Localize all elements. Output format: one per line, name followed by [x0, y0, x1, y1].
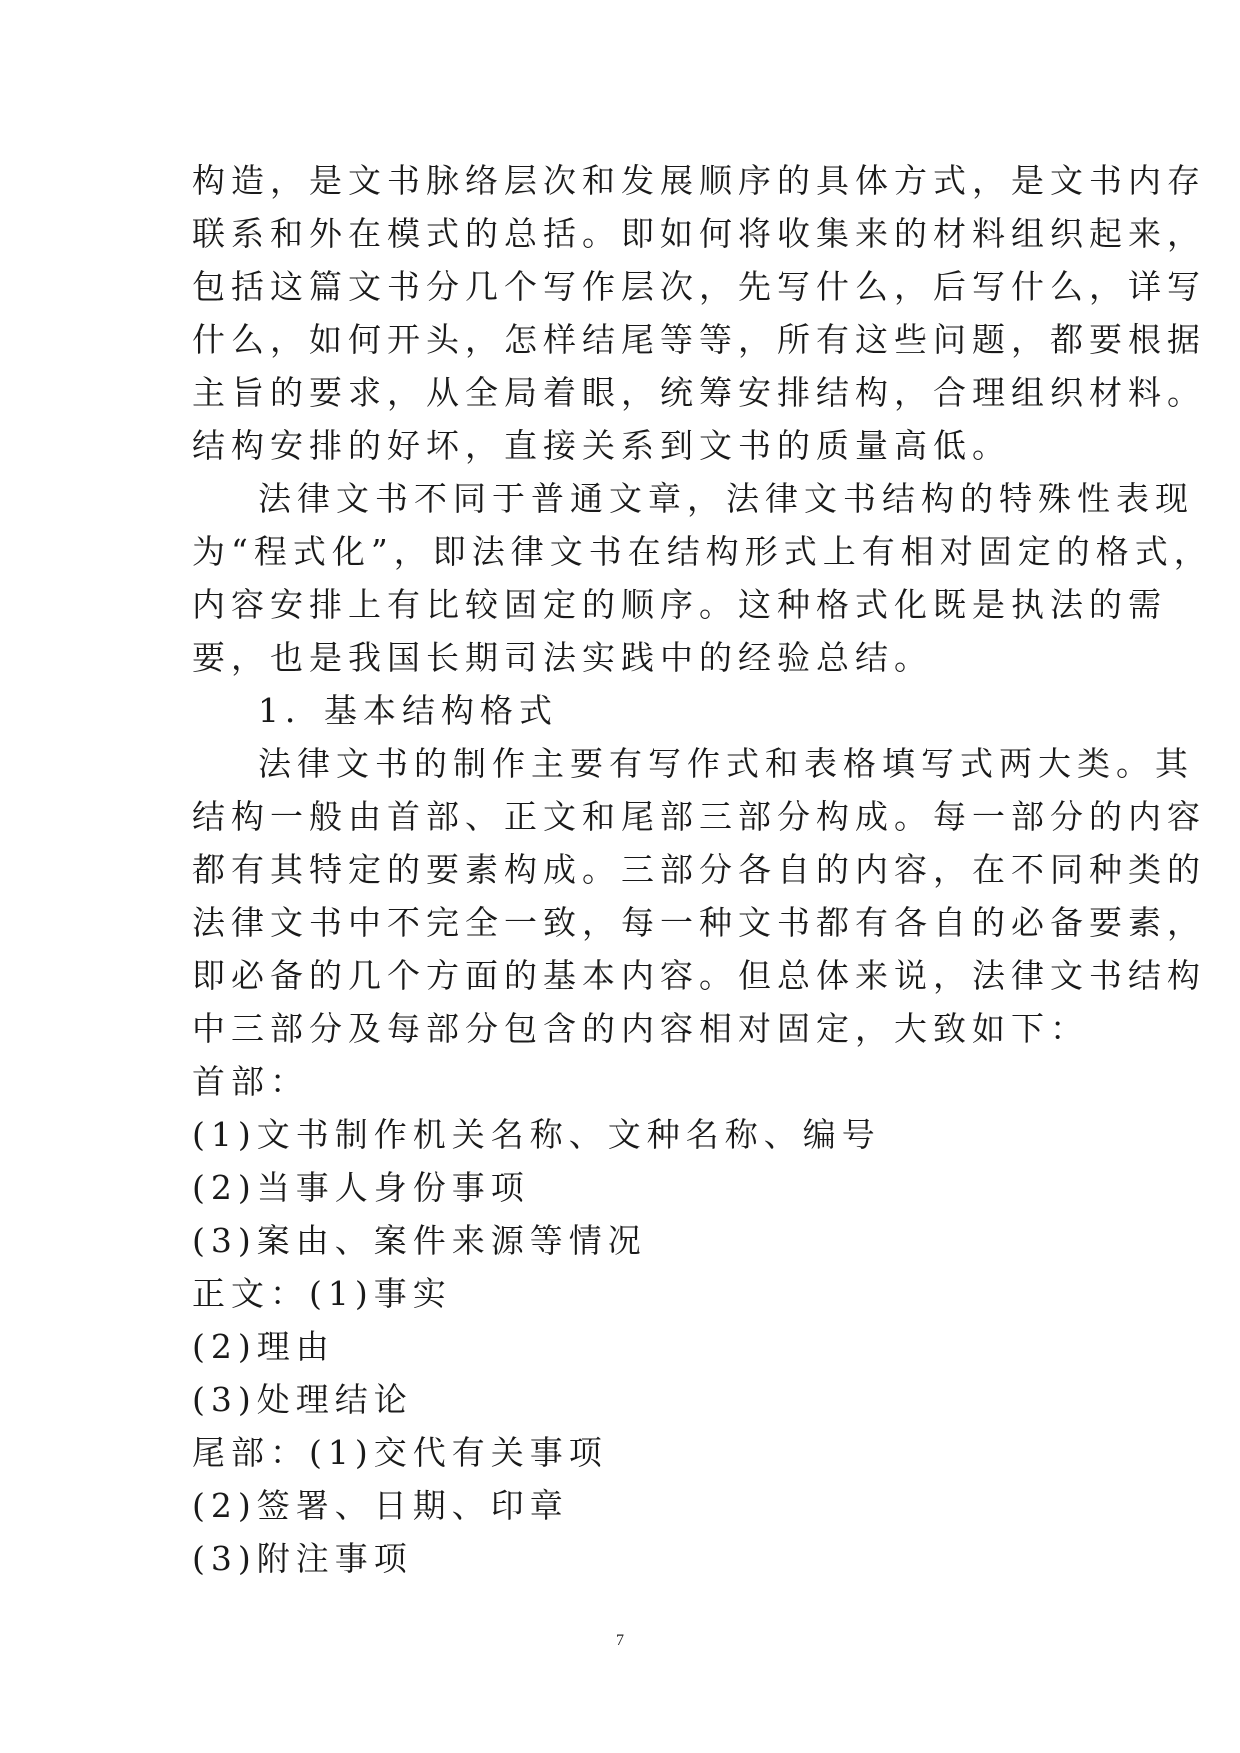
list-item: 尾部：(1)交代有关事项 [192, 1433, 608, 1472]
list-item: (2)理由 [192, 1327, 335, 1366]
text-line: 要，也是我国长期司法实践中的经验总结。 [192, 638, 933, 677]
text-line: 主旨的要求，从全局着眼，统筹安排结构，合理组织材料。 [192, 373, 1206, 412]
paragraph-stylization [192, 472, 1213, 684]
text-line: 什么，如何开头，怎样结尾等等，所有这些问题，都要根据 [192, 320, 1206, 359]
text-line: 内容安排上有比较固定的顺序。这种格式化既是执法的需 [192, 585, 1167, 624]
paragraph-basic-structure [192, 737, 1206, 1055]
list-item: (2)当事人身份事项 [192, 1168, 530, 1207]
text-line: 构造，是文书脉络层次和发展顺序的具体方式，是文书内存 [192, 161, 1206, 200]
text-line: 法律文书中不完全一致，每一种文书都有各自的必备要素， [192, 903, 1206, 942]
text-line: 结构安排的好坏，直接关系到文书的质量高低。 [192, 426, 1011, 465]
paragraph-structure-definition [192, 154, 1206, 472]
text-line: 都有其特定的要素构成。三部分各自的内容，在不同种类的 [192, 850, 1206, 889]
list-item: (1)文书制作机关名称、文种名称、编号 [192, 1115, 881, 1154]
list-item: (2)签署、日期、印章 [192, 1486, 569, 1525]
document-body [192, 154, 1213, 1585]
list-item: 首部： [192, 1062, 309, 1101]
text-line: 联系和外在模式的总括。即如何将收集来的材料组织起来， [192, 214, 1206, 253]
text-line: 即必备的几个方面的基本内容。但总体来说，法律文书结构 [192, 956, 1206, 995]
page-number: 7 [616, 1632, 624, 1649]
list-item: (3)处理结论 [192, 1380, 413, 1419]
text-line: 包括这篇文书分几个写作层次，先写什么，后写什么，详写 [192, 267, 1206, 306]
list-item: (3)案由、案件来源等情况 [192, 1221, 647, 1260]
text-line: 中三部分及每部分包含的内容相对固定，大致如下： [192, 1009, 1089, 1048]
section-heading: 1．基本结构格式 [258, 691, 558, 730]
list-item: 正文：(1)事实 [192, 1274, 452, 1313]
text-line: 法律文书不同于普通文章，法律文书结构的特殊性表现 [258, 479, 1194, 518]
text-line: 法律文书的制作主要有写作式和表格填写式两大类。其 [258, 744, 1194, 783]
structure-outline-list [192, 1055, 1052, 1585]
text-line: 结构一般由首部、正文和尾部三部分构成。每一部分的内容 [192, 797, 1206, 836]
text-line: 为“程式化”，即法律文书在结构形式上有相对固定的格式， [192, 532, 1213, 571]
list-item: (3)附注事项 [192, 1539, 413, 1578]
